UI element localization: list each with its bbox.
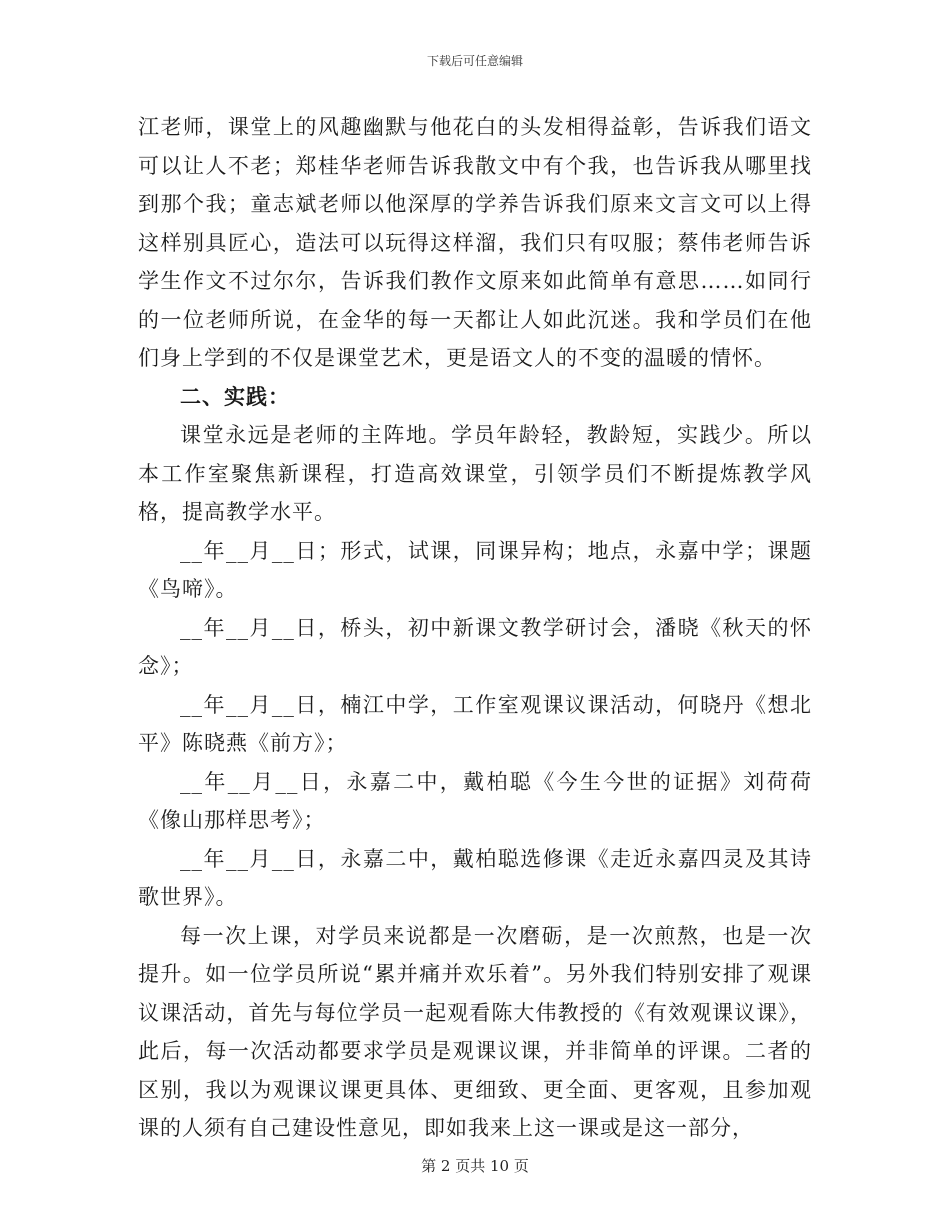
paragraph-teachers: 江老师，课堂上的风趣幽默与他花白的头发相得益彰，告诉我们语文可以让人不老；郑桂华老师告诉我散文中有个我，也告诉我从哪里找到那个我；童志斌老师以他深厚的学养告诉我们原来文言文可以上得这样别具匠心，造法可以玩得这样溜，我们只有叹服；蔡伟老师告诉学生作文不过尔尔，告诉我们教作文原来如此简单有意思……如同行的一位老师所说，在金华的每一天都让人如此沉迷。我和学员们在他们身上学到的不仅是课堂艺术，更是语文人的不变的温暖的情怀。: [138, 115, 812, 370]
list-item-observation: __年__月__日，楠江中学，工作室观课议课活动，何晓丹《想北平》陈晓燕《前方》；: [138, 692, 812, 755]
document-body: [138, 108, 812, 1148]
page-number: 第 2 页共 10 页: [421, 1157, 529, 1175]
list-item-trial-lesson: __年__月__日；形式，试课，同课异构；地点，永嘉中学；课题《鸟啼》。: [138, 538, 812, 601]
list-item-yongjia-two: __年__月__日，永嘉二中，戴柏聪《今生今世的证据》刘荷荷《像山那样思考》；: [138, 769, 812, 832]
section-heading-practice: 二、实践：: [180, 383, 290, 409]
page-header: 下载后可任意编辑: [426, 54, 523, 68]
paragraph-classroom: 课堂永远是老师的主阵地。学员年龄轻，教龄短，实践少。所以本工作室聚焦新课程，打造高效课堂，引领学员们不断提炼教学风格，提高教学水平。: [138, 423, 812, 524]
list-item-seminar: __年__月__日，桥头，初中新课文教学研讨会，潘晓《秋天的怀念》；: [138, 615, 812, 678]
paragraph-reflection: 每一次上课，对学员来说都是一次磨砺，是一次煎熬，也是一次提升。如一位学员所说“累并痛并欢乐着”。另外我们特别安排了观课议课活动，首先与每位学员一起观看陈大伟教授的《有效观课议课》，此后，每一次活动都要求学员是观课议课，并非简单的评课。二者的区别，我以为观课议课更具体、更细致、更全面、更客观，且参加观课的人须有自己建设性意见，即如我来上这一课或是这一部分，: [138, 923, 812, 1140]
list-item-elective: __年__月__日，永嘉二中，戴柏聪选修课《走近永嘉四灵及其诗歌世界》。: [138, 846, 812, 909]
